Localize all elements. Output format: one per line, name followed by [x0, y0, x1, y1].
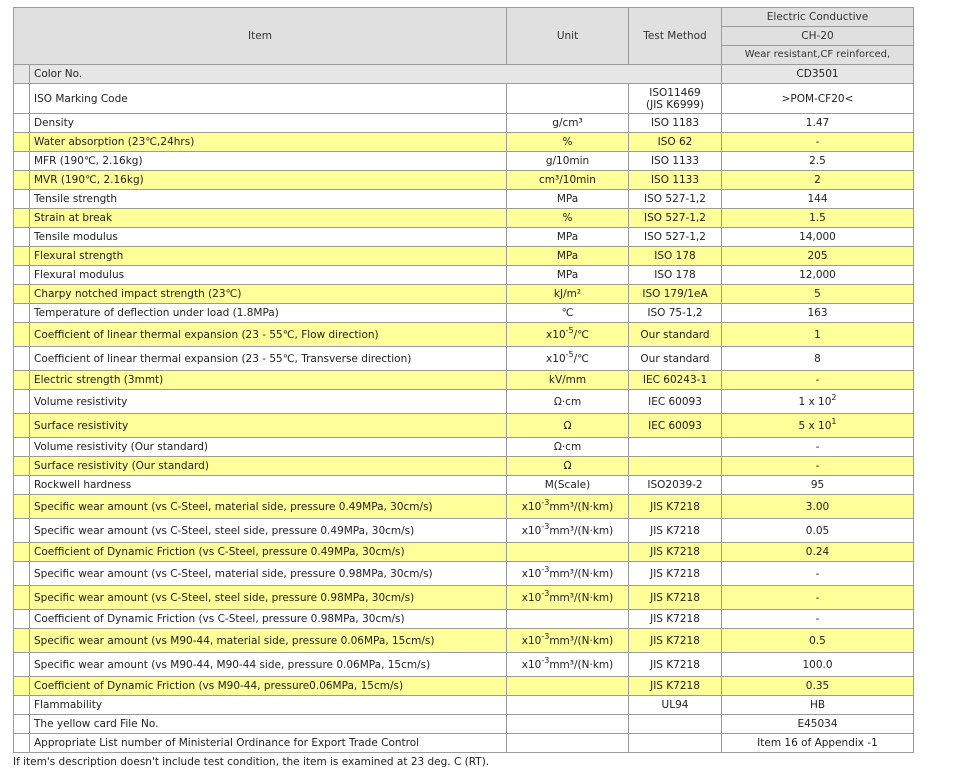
- header-grade-name: CH-20: [722, 27, 914, 46]
- property-test-method: IEC 60243-1: [629, 371, 722, 390]
- unit-prefix: x10: [521, 591, 542, 604]
- properties-table: [13, 7, 914, 753]
- property-name: Specific wear amount (vs C-Steel, steel side, pressure 0.98MPa, 30cm/s): [30, 586, 507, 610]
- property-unit: %: [507, 209, 629, 228]
- property-name: The yellow card File No.: [30, 715, 507, 734]
- property-value: -: [722, 457, 914, 476]
- property-unit: [507, 610, 629, 629]
- property-value: [722, 390, 914, 414]
- property-test-method: JIS K7218: [629, 610, 722, 629]
- property-value: 0.35: [722, 677, 914, 696]
- color-no-value: CD3501: [722, 65, 914, 84]
- property-value: 14,000: [722, 228, 914, 247]
- unit-exponent: -5: [565, 349, 574, 359]
- property-test-method: Our standard: [629, 347, 722, 371]
- row-spacer: [14, 495, 30, 519]
- property-value: 95: [722, 476, 914, 495]
- property-name: Specific wear amount (vs C-Steel, material side, pressure 0.98MPa, 30cm/s): [30, 562, 507, 586]
- row-spacer: [14, 65, 30, 84]
- property-unit: [507, 677, 629, 696]
- property-test-method: ISO 1183: [629, 114, 722, 133]
- value-mantissa: 5 x 10: [798, 419, 832, 432]
- table-row: [14, 285, 914, 304]
- row-spacer: [14, 457, 30, 476]
- property-unit: [507, 495, 629, 519]
- table-row: [14, 696, 914, 715]
- row-spacer: [14, 152, 30, 171]
- property-test-method: Our standard: [629, 323, 722, 347]
- table-row: [14, 304, 914, 323]
- header-test-method: Test Method: [629, 8, 722, 65]
- table-row: [14, 266, 914, 285]
- table-row: [14, 653, 914, 677]
- unit-suffix: /℃: [573, 352, 589, 365]
- unit-suffix: mm³/(N·km): [549, 658, 614, 671]
- unit-suffix: mm³/(N·km): [549, 524, 614, 537]
- iso-marking-method: [629, 84, 722, 114]
- property-test-method: ISO 62: [629, 133, 722, 152]
- color-no-label: Color No.: [30, 65, 722, 84]
- property-unit: [507, 323, 629, 347]
- table-row: [14, 171, 914, 190]
- property-unit: Ω: [507, 457, 629, 476]
- property-test-method: JIS K7218: [629, 629, 722, 653]
- property-test-method: ISO 1133: [629, 171, 722, 190]
- row-spacer: [14, 323, 30, 347]
- row-spacer: [14, 543, 30, 562]
- property-value: -: [722, 371, 914, 390]
- property-name: Specific wear amount (vs C-Steel, material side, pressure 0.49MPa, 30cm/s): [30, 495, 507, 519]
- header-grade-category: Electric Conductive: [722, 8, 914, 27]
- table-row: [14, 323, 914, 347]
- table-row: [14, 476, 914, 495]
- table-row: [14, 543, 914, 562]
- property-test-method: [629, 734, 722, 753]
- iso-marking-value: >POM-CF20<: [722, 84, 914, 114]
- table-row: [14, 114, 914, 133]
- property-value: -: [722, 610, 914, 629]
- property-unit: [507, 696, 629, 715]
- table-row: [14, 190, 914, 209]
- property-unit: Ω: [507, 414, 629, 438]
- property-test-method: ISO 527-1,2: [629, 190, 722, 209]
- unit-prefix: x10: [521, 567, 542, 580]
- row-spacer: [14, 696, 30, 715]
- unit-prefix: x10: [521, 658, 542, 671]
- unit-prefix: x10: [521, 634, 542, 647]
- property-value: 12,000: [722, 266, 914, 285]
- unit-exponent: -3: [541, 564, 550, 574]
- property-unit: MPa: [507, 190, 629, 209]
- header-item: Item: [14, 8, 507, 65]
- property-unit: Ω·cm: [507, 438, 629, 457]
- table-row: [14, 586, 914, 610]
- property-unit: [507, 734, 629, 753]
- unit-exponent: -3: [541, 655, 550, 665]
- table-row: [14, 228, 914, 247]
- property-value: 163: [722, 304, 914, 323]
- property-name: MFR (190℃, 2.16kg): [30, 152, 507, 171]
- property-test-method: JIS K7218: [629, 495, 722, 519]
- property-unit: [507, 562, 629, 586]
- property-unit: [507, 653, 629, 677]
- property-test-method: JIS K7218: [629, 677, 722, 696]
- table-row: [14, 414, 914, 438]
- property-unit: kJ/m²: [507, 285, 629, 304]
- row-spacer: [14, 304, 30, 323]
- table-row: [14, 519, 914, 543]
- unit-suffix: mm³/(N·km): [549, 567, 614, 580]
- property-name: Strain at break: [30, 209, 507, 228]
- property-test-method: [629, 438, 722, 457]
- unit-suffix: mm³/(N·km): [549, 500, 614, 513]
- property-name: Charpy notched impact strength (23℃): [30, 285, 507, 304]
- property-value: 1: [722, 323, 914, 347]
- row-spacer: [14, 586, 30, 610]
- table-row: [14, 152, 914, 171]
- property-value: 0.05: [722, 519, 914, 543]
- row-spacer: [14, 228, 30, 247]
- value-exponent: 2: [831, 392, 837, 402]
- property-unit: [507, 543, 629, 562]
- table-row: [14, 734, 914, 753]
- property-value: -: [722, 586, 914, 610]
- table-row: [14, 610, 914, 629]
- unit-prefix: x10: [521, 500, 542, 513]
- property-unit: MPa: [507, 266, 629, 285]
- property-test-method: ISO 1133: [629, 152, 722, 171]
- property-test-method: ISO 179/1eA: [629, 285, 722, 304]
- property-name: Appropriate List number of Ministerial Ordinance for Export Trade Control: [30, 734, 507, 753]
- property-unit: M(Scale): [507, 476, 629, 495]
- unit-exponent: -3: [541, 631, 550, 641]
- table-row: [14, 629, 914, 653]
- property-name: Coefficient of linear thermal expansion (23 - 55℃, Flow direction): [30, 323, 507, 347]
- property-name: Coefficient of Dynamic Friction (vs M90-44, pressure0.06MPa, 15cm/s): [30, 677, 507, 696]
- property-unit: [507, 347, 629, 371]
- property-name: Rockwell hardness: [30, 476, 507, 495]
- property-name: Volume resistivity: [30, 390, 507, 414]
- property-value: HB: [722, 696, 914, 715]
- property-test-method: JIS K7218: [629, 543, 722, 562]
- row-spacer: [14, 84, 30, 114]
- value-mantissa: 1 x 10: [798, 395, 832, 408]
- property-value: 8: [722, 347, 914, 371]
- property-name: Coefficient of Dynamic Friction (vs C-Steel, pressure 0.98MPa, 30cm/s): [30, 610, 507, 629]
- property-test-method: ISO 75-1,2: [629, 304, 722, 323]
- property-name: Coefficient of Dynamic Friction (vs C-Steel, pressure 0.49MPa, 30cm/s): [30, 543, 507, 562]
- table-row: [14, 457, 914, 476]
- property-value: -: [722, 133, 914, 152]
- property-name: MVR (190℃, 2.16kg): [30, 171, 507, 190]
- row-spacer: [14, 390, 30, 414]
- property-test-method: ISO 527-1,2: [629, 228, 722, 247]
- row-spacer: [14, 133, 30, 152]
- unit-prefix: x10: [546, 352, 566, 365]
- unit-suffix: mm³/(N·km): [549, 591, 614, 604]
- property-test-method: ISO2039-2: [629, 476, 722, 495]
- property-value: 0.24: [722, 543, 914, 562]
- property-value: E45034: [722, 715, 914, 734]
- row-spacer: [14, 371, 30, 390]
- property-unit: [507, 629, 629, 653]
- table-row: [14, 133, 914, 152]
- property-name: Surface resistivity: [30, 414, 507, 438]
- table-row: [14, 438, 914, 457]
- table-row: [14, 495, 914, 519]
- property-value: 2.5: [722, 152, 914, 171]
- unit-prefix: x10: [521, 524, 542, 537]
- table-row: [14, 390, 914, 414]
- property-value: 5: [722, 285, 914, 304]
- property-unit: [507, 519, 629, 543]
- row-spacer: [14, 209, 30, 228]
- table-row: [14, 247, 914, 266]
- table-row: [14, 347, 914, 371]
- header-grade-description: Wear resistant,CF reinforced,: [722, 46, 914, 65]
- property-unit: [507, 586, 629, 610]
- property-unit: [507, 715, 629, 734]
- property-test-method: UL94: [629, 696, 722, 715]
- property-value: Item 16 of Appendix -1: [722, 734, 914, 753]
- row-spacer: [14, 519, 30, 543]
- property-name: Tensile modulus: [30, 228, 507, 247]
- row-spacer: [14, 476, 30, 495]
- property-unit: MPa: [507, 247, 629, 266]
- table-row: [14, 715, 914, 734]
- property-unit: g/cm³: [507, 114, 629, 133]
- iso-marking-label: ISO Marking Code: [30, 84, 507, 114]
- property-test-method: JIS K7218: [629, 586, 722, 610]
- property-name: Coefficient of linear thermal expansion (23 - 55℃, Transverse direction): [30, 347, 507, 371]
- row-spacer: [14, 653, 30, 677]
- row-spacer: [14, 414, 30, 438]
- property-name: Density: [30, 114, 507, 133]
- property-test-method: JIS K7218: [629, 653, 722, 677]
- property-test-method: [629, 715, 722, 734]
- property-name: Temperature of deflection under load (1.8MPa): [30, 304, 507, 323]
- property-name: Flammability: [30, 696, 507, 715]
- table-row: [14, 371, 914, 390]
- property-value: 0.5: [722, 629, 914, 653]
- property-unit: MPa: [507, 228, 629, 247]
- property-name: Electric strength (3mmt): [30, 371, 507, 390]
- property-test-method: JIS K7218: [629, 519, 722, 543]
- property-test-method: ISO 178: [629, 247, 722, 266]
- row-spacer: [14, 114, 30, 133]
- row-spacer: [14, 247, 30, 266]
- property-name: Specific wear amount (vs M90-44, material side, pressure 0.06MPa, 15cm/s): [30, 629, 507, 653]
- iso-marking-method-line2: (JIS K6999): [646, 98, 704, 111]
- row-spacer: [14, 715, 30, 734]
- header-unit: Unit: [507, 8, 629, 65]
- property-name: Surface resistivity (Our standard): [30, 457, 507, 476]
- row-spacer: [14, 629, 30, 653]
- property-unit: Ω·cm: [507, 390, 629, 414]
- unit-suffix: /℃: [573, 328, 589, 341]
- property-name: Flexural strength: [30, 247, 507, 266]
- property-value: 144: [722, 190, 914, 209]
- property-value: -: [722, 438, 914, 457]
- property-unit: %: [507, 133, 629, 152]
- unit-exponent: -3: [541, 497, 550, 507]
- property-name: Volume resistivity (Our standard): [30, 438, 507, 457]
- property-value: [722, 414, 914, 438]
- table-row: [14, 677, 914, 696]
- table-row: [14, 209, 914, 228]
- row-spacer: [14, 438, 30, 457]
- property-value: 100.0: [722, 653, 914, 677]
- row-spacer: [14, 347, 30, 371]
- property-name: Flexural modulus: [30, 266, 507, 285]
- property-name: Specific wear amount (vs C-Steel, steel side, pressure 0.49MPa, 30cm/s): [30, 519, 507, 543]
- row-spacer: [14, 285, 30, 304]
- property-name: Tensile strength: [30, 190, 507, 209]
- table-row: [14, 562, 914, 586]
- property-unit: ℃: [507, 304, 629, 323]
- property-value: -: [722, 562, 914, 586]
- unit-exponent: -3: [541, 588, 550, 598]
- row-spacer: [14, 734, 30, 753]
- property-unit: cm³/10min: [507, 171, 629, 190]
- property-name: Water absorption (23℃,24hrs): [30, 133, 507, 152]
- property-test-method: JIS K7218: [629, 562, 722, 586]
- iso-marking-method-line1: ISO11469: [649, 86, 701, 99]
- row-spacer: [14, 610, 30, 629]
- property-test-method: ISO 178: [629, 266, 722, 285]
- unit-suffix: mm³/(N·km): [549, 634, 614, 647]
- property-value: 1.47: [722, 114, 914, 133]
- iso-marking-unit: [507, 84, 629, 114]
- property-unit: kV/mm: [507, 371, 629, 390]
- property-value: 1.5: [722, 209, 914, 228]
- property-name: Specific wear amount (vs M90-44, M90-44 side, pressure 0.06MPa, 15cm/s): [30, 653, 507, 677]
- property-test-method: IEC 60093: [629, 390, 722, 414]
- row-spacer: [14, 677, 30, 696]
- property-test-method: IEC 60093: [629, 414, 722, 438]
- footnote: If item's description doesn't include test condition, the item is examined at 23 deg. C (RT).: [13, 756, 490, 768]
- unit-exponent: -3: [541, 521, 550, 531]
- unit-exponent: -5: [565, 325, 574, 335]
- row-spacer: [14, 266, 30, 285]
- row-spacer: [14, 562, 30, 586]
- property-unit: g/10min: [507, 152, 629, 171]
- value-exponent: 1: [831, 416, 837, 426]
- row-spacer: [14, 190, 30, 209]
- property-test-method: [629, 457, 722, 476]
- property-value: 3.00: [722, 495, 914, 519]
- property-value: 205: [722, 247, 914, 266]
- property-value: 2: [722, 171, 914, 190]
- unit-prefix: x10: [546, 328, 566, 341]
- property-test-method: ISO 527-1,2: [629, 209, 722, 228]
- row-spacer: [14, 171, 30, 190]
